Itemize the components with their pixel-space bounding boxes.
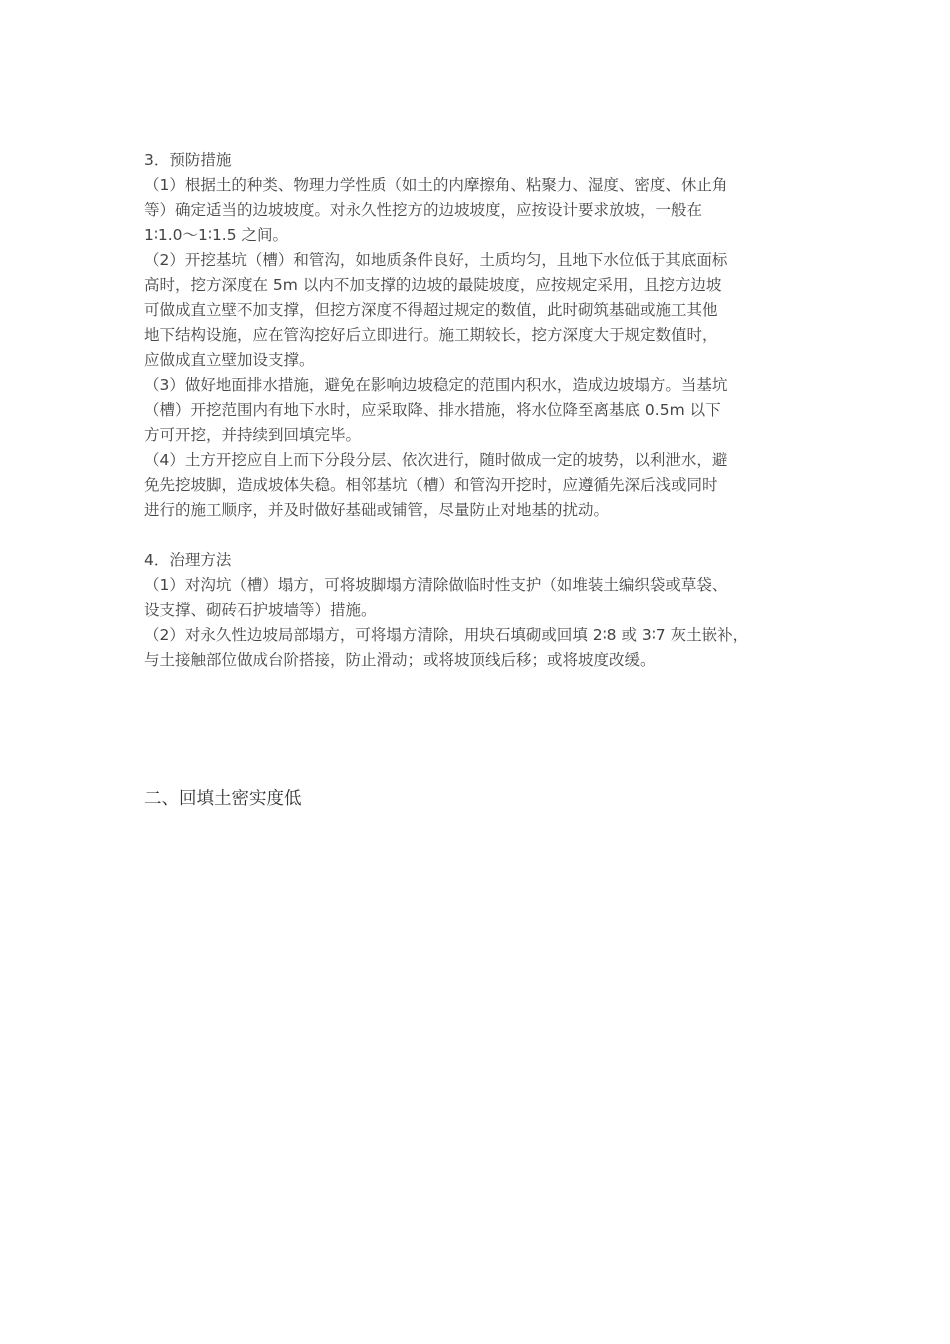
paragraph-line: （4）土方开挖应自上而下分段分层、依次进行，随时做成一定的坡势，以利泄水，避 (144, 451, 728, 469)
paragraph-line: 免先挖坡脚，造成坡体失稳。相邻基坑（槽）和管沟开挖时，应遵循先深后浅或同时 (144, 476, 718, 494)
paragraph-line: 与土接触部位做成台阶搭接，防止滑动；或将坡顶线后移；或将坡度改缓。 (144, 651, 656, 669)
paragraph-line: （2）对永久性边坡局部塌方，可将塌方清除，用块石填砌或回填 2∶8 或 3∶7 灰土嵌补， (144, 626, 749, 644)
paragraph-line: （2）开挖基坑（槽）和管沟，如地质条件良好，土质均匀，且地下水位低于其底面标 (144, 251, 728, 269)
paragraph-line: （3）做好地面排水措施，避免在影响边坡稳定的范围内积水，造成边坡塌方。当基坑 (144, 376, 728, 394)
section-title: 4．治理方法 (144, 551, 232, 569)
paragraph-line: （1）对沟坑（槽）塌方，可将坡脚塌方清除做临时性支护（如堆装土编织袋或草袋、 (144, 576, 728, 594)
paragraph-line: 方可开挖，并持续到回填完毕。 (144, 426, 362, 444)
paragraph-line: 应做成直立壁加设支撑。 (144, 351, 315, 369)
paragraph-line: 1∶1.0～1∶1.5 之间。 (144, 226, 289, 244)
section-3-prevention-measures (144, 148, 816, 523)
chapter-heading: 二、回填土密实度低 (144, 789, 302, 809)
paragraph-line: 高时，挖方深度在 5m 以内不加支撑的边坡的最陡坡度，应按规定采用，且挖方边坡 (144, 276, 722, 294)
paragraph-line: 等）确定适当的边坡坡度。对永久性挖方的边坡坡度，应按设计要求放坡，一般在 (144, 201, 703, 219)
paragraph-line: （槽）开挖范围内有地下水时，应采取降、排水措施，将水位降至离基底 0.5m 以下 (144, 401, 721, 419)
section-title: 3．预防措施 (144, 151, 232, 169)
paragraph-line: （1）根据土的种类、物理力学性质（如土的内摩擦角、粘聚力、湿度、密度、休止角 (144, 176, 728, 194)
paragraph-line: 可做成直立壁不加支撑，但挖方深度不得超过规定的数值，此时砌筑基础或施工其他 (144, 301, 718, 319)
paragraph-line: 进行的施工顺序，并及时做好基础或铺管，尽量防止对地基的扰动。 (144, 501, 610, 519)
section-4-treatment-methods (144, 548, 816, 673)
paragraph-line: 设支撑、砌砖石护坡墙等）措施。 (144, 601, 377, 619)
paragraph-line: 地下结构设施，应在管沟挖好后立即进行。施工期较长，挖方深度大于规定数值时， (144, 326, 718, 344)
